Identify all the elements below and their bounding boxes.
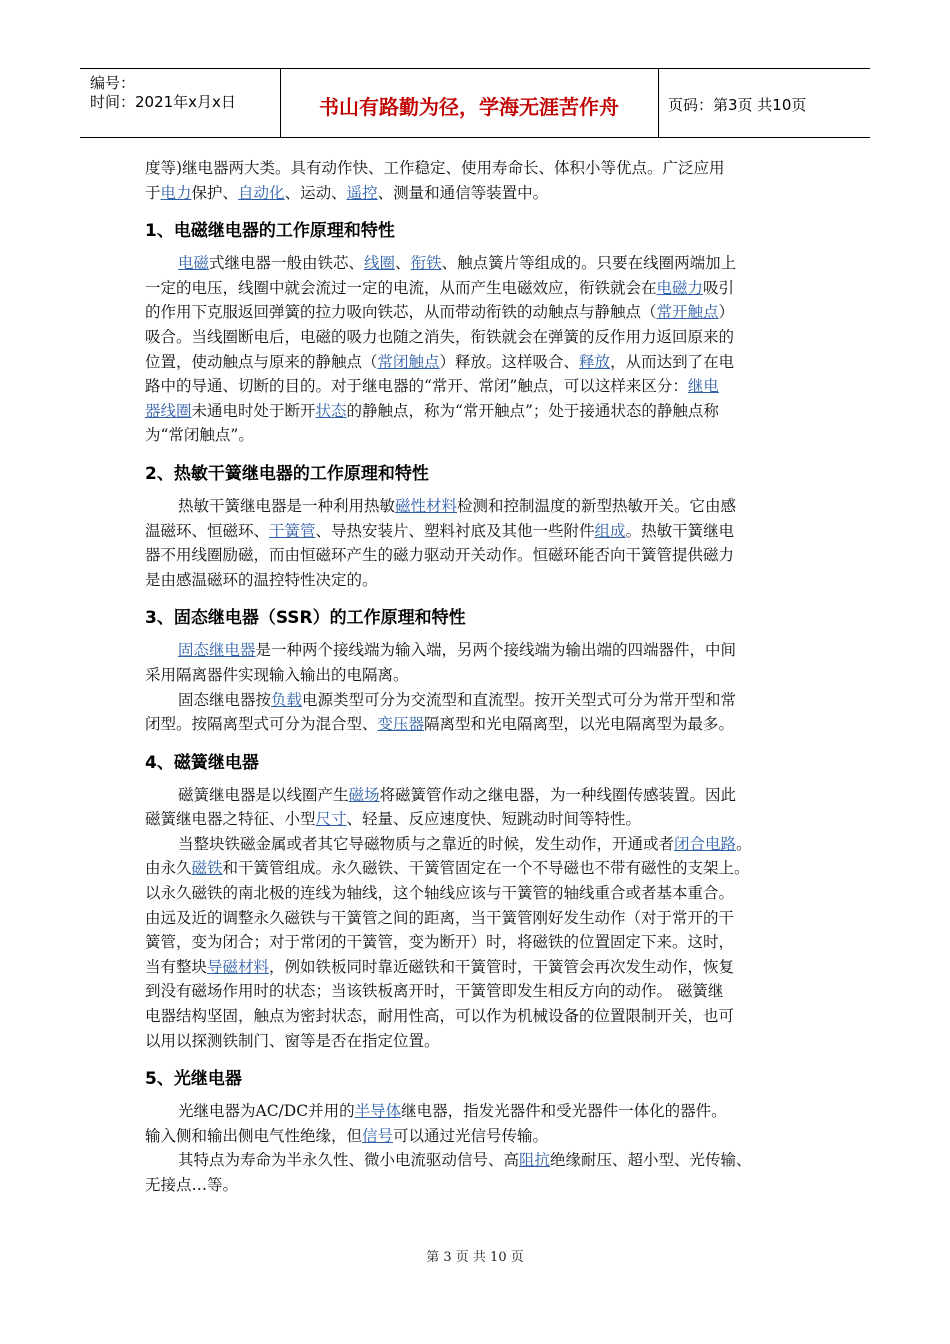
text-run: 器不用线圈励磁，而由恒磁环产生的磁力驱动开关动作。恒磁环能否向干簧管提供磁力 xyxy=(145,546,735,565)
doc-number-label: 编号： xyxy=(90,74,136,92)
text-line xyxy=(145,979,805,1004)
text-line xyxy=(145,325,805,350)
text-line xyxy=(145,543,805,568)
text-run: 温磁环、恒磁环、 xyxy=(145,521,270,540)
text-run: 检测和控制温度的新型热敏开关。它由感 xyxy=(457,496,737,515)
text-line xyxy=(145,1029,805,1054)
text-line xyxy=(145,350,805,375)
hyperlink[interactable]: 变压器 xyxy=(377,715,425,734)
text-run: 由远及近的调整永久磁铁与干簧管之间的距离，当干簧管刚好发生动作（对于常开的干 xyxy=(145,908,735,927)
hyperlink[interactable]: 导磁材料 xyxy=(207,957,270,976)
text-run: 到没有磁场作用时的状态；当该铁板离开时，干簧管即发生相反方向的动作。 磁簧继 xyxy=(145,982,724,1001)
text-line xyxy=(145,1124,805,1149)
text-run: 和干簧管组成。永久磁铁、干簧管固定在一个不导磁也不带有磁性的支架上。 xyxy=(222,859,750,878)
hyperlink[interactable]: 磁场 xyxy=(348,785,380,804)
text-run: 闭型。按隔离型式可分为混合型、 xyxy=(145,715,378,734)
text-line xyxy=(145,1173,805,1198)
text-run: 度等)继电器两大类。具有动作快、工作稳定、使用寿命长、体积小等优点。广泛应用 xyxy=(145,159,725,177)
text-run: 隔离型和光电隔离型，以光电隔离型为最多。 xyxy=(424,715,735,734)
text-run: 、触点簧片等组成的。只要在线圈两端加上 xyxy=(441,254,737,273)
text-run: 。 xyxy=(736,834,752,853)
text-run: 是一种两个接线端为输入端，另两个接线端为输出端的四端器件，中间 xyxy=(255,641,737,660)
hyperlink[interactable]: 继电 xyxy=(687,377,719,396)
document-body xyxy=(145,156,805,1198)
text-run: ，例如铁板同时靠近磁铁和干簧管时，干簧管会再次发生动作，恢复 xyxy=(269,957,735,976)
text-line xyxy=(145,688,805,713)
text-line xyxy=(145,156,805,181)
text-run: 由永久 xyxy=(145,859,192,878)
text-run: 继电器，指发光器件和受光器件一体化的器件。 xyxy=(401,1102,727,1121)
text-line xyxy=(145,1148,805,1173)
text-run: 无接点…等。 xyxy=(145,1176,239,1194)
header-page-number: 页码：第3页 共10页 xyxy=(668,96,807,114)
text-run: 绝缘耐压、超小型、光传输、 xyxy=(550,1151,752,1170)
text-run: 固态继电器按 xyxy=(178,690,272,709)
text-run: 为“常闭触点”。 xyxy=(145,426,254,445)
hyperlink[interactable]: 状态 xyxy=(315,401,347,420)
hyperlink[interactable]: 组成 xyxy=(594,521,626,540)
text-line xyxy=(145,832,805,857)
text-run: 路中的导通、切断的目的。对于继电器的“常开、常闭”触点，可以这样来区分： xyxy=(145,377,688,396)
text-run: 式继电器一般由铁芯、 xyxy=(209,254,365,273)
text-line xyxy=(145,423,805,448)
text-run: 光继电器为AC/DC并用的 xyxy=(178,1102,355,1121)
text-run: 于 xyxy=(145,183,161,202)
text-line xyxy=(145,276,805,301)
hyperlink[interactable]: 衔铁 xyxy=(410,254,442,273)
header-motto: 书山有路勤为径，学海无涯苦作舟 xyxy=(319,95,619,119)
text-run: 、轻量、反应速度快、短跳动时间等特性。 xyxy=(346,810,642,829)
text-line xyxy=(145,181,805,206)
text-run: 当整块铁磁金属或者其它导磁物质与之靠近的时候，发生动作，开通或者 xyxy=(178,834,675,853)
hyperlink[interactable]: 自动化 xyxy=(238,183,285,202)
text-run: 保护、 xyxy=(191,183,239,202)
text-run: 将磁簧管作动之继电器，为一种线圈传感装置。因此 xyxy=(379,785,737,804)
text-run: 当有整块 xyxy=(145,957,208,976)
text-run: 以用以探测铁制门、窗等是否在指定位置。 xyxy=(145,1031,440,1050)
text-line xyxy=(145,955,805,980)
section-heading: 5、光继电器 xyxy=(145,1069,242,1090)
hyperlink[interactable]: 常开触点 xyxy=(656,303,719,322)
text-run: 吸引 xyxy=(703,278,735,297)
hyperlink[interactable]: 遥控 xyxy=(346,183,378,202)
text-line xyxy=(145,300,805,325)
hyperlink[interactable]: 电磁 xyxy=(178,254,210,273)
text-run: ）释放。这样吸合、 xyxy=(439,352,580,371)
section-heading: 1、电磁继电器的工作原理和特性 xyxy=(145,221,395,242)
text-run: 可以通过光信号传输。 xyxy=(393,1126,549,1145)
text-run: 、 xyxy=(395,254,411,273)
hyperlink[interactable]: 半导体 xyxy=(354,1102,402,1121)
text-run: 采用隔离器件实现输入输出的电隔离。 xyxy=(145,665,409,684)
hyperlink[interactable]: 常闭触点 xyxy=(377,352,440,371)
text-line xyxy=(145,494,805,519)
text-run: 的静触点，称为“常开触点”；处于接通状态的静触点称 xyxy=(346,401,719,420)
hyperlink[interactable]: 电磁力 xyxy=(656,278,704,297)
hyperlink[interactable]: 器线圈 xyxy=(145,401,192,420)
text-run: 簧管，变为闭合；对于常闭的干簧管，变为断开）时，将磁铁的位置固定下来。这时， xyxy=(145,933,735,952)
text-line xyxy=(145,519,805,544)
text-line xyxy=(145,638,805,663)
text-run: 以永久磁铁的南北极的连线为轴线，这个轴线应该与干簧管的轴线重合或者基本重合。 xyxy=(145,884,735,903)
text-run: 。热敏干簧继电 xyxy=(625,521,735,540)
text-line xyxy=(145,807,805,832)
text-run: 磁簧继电器是以线圈产生 xyxy=(178,785,349,804)
text-run: 热敏干簧继电器是一种利用热敏 xyxy=(178,496,396,515)
text-run: 吸合。当线圈断电后，电磁的吸力也随之消失，衔铁就会在弹簧的反作用力返回原来的 xyxy=(145,327,735,346)
section-heading: 3、固态继电器（SSR）的工作原理和特性 xyxy=(145,608,466,629)
hyperlink[interactable]: 闭合电路 xyxy=(674,834,737,853)
hyperlink[interactable]: 尺寸 xyxy=(315,810,347,829)
header-divider xyxy=(658,69,659,137)
text-line xyxy=(145,881,805,906)
text-line xyxy=(145,251,805,276)
hyperlink[interactable]: 磁性材料 xyxy=(395,496,458,515)
section-heading: 4、磁簧继电器 xyxy=(145,752,259,773)
text-line xyxy=(145,1004,805,1029)
text-line xyxy=(145,930,805,955)
hyperlink[interactable]: 释放 xyxy=(579,352,611,371)
hyperlink[interactable]: 干簧管 xyxy=(269,521,316,540)
hyperlink[interactable]: 电力 xyxy=(160,183,192,202)
text-run: 、导热安装片、塑料衬底及其他一些附件 xyxy=(315,521,595,540)
text-run: 磁簧继电器之特征、小型 xyxy=(145,810,316,829)
text-run: 的作用下克服返回弹簧的拉力吸向铁芯，从而带动衔铁的动触点与静触点（ xyxy=(145,303,657,322)
text-run: 未通电时处于断开 xyxy=(191,401,316,420)
section-heading: 2、热敏干簧继电器的工作原理和特性 xyxy=(145,463,429,484)
hyperlink[interactable]: 线圈 xyxy=(364,254,396,273)
text-run: 电器结构坚固，触点为密封状态，耐用性高，可以作为机械设备的位置限制开关，也可 xyxy=(145,1007,735,1026)
text-run: 输入侧和输出侧电气性绝缘，但 xyxy=(145,1126,363,1145)
text-run: 位置，使动触点与原来的静触点（ xyxy=(145,352,378,371)
text-run: 是由感温磁环的温控特性决定的。 xyxy=(145,570,378,589)
hyperlink[interactable]: 阻抗 xyxy=(519,1151,551,1170)
text-line xyxy=(145,399,805,424)
text-run: ） xyxy=(718,303,735,322)
text-line xyxy=(145,783,805,808)
text-run: 其特点为寿命为半永久性、微小电流驱动信号、高 xyxy=(178,1151,520,1170)
text-run: 、运动、 xyxy=(284,183,347,202)
text-line xyxy=(145,663,805,688)
text-line xyxy=(145,1099,805,1124)
text-line xyxy=(145,568,805,593)
text-run: 一定的电压，线圈中就会流过一定的电流，从而产生电磁效应，衔铁就会在 xyxy=(145,278,657,297)
hyperlink[interactable]: 负载 xyxy=(271,690,303,709)
text-line xyxy=(145,856,805,881)
hyperlink[interactable]: 信号 xyxy=(362,1126,394,1145)
page-footer: 第 3 页 共 10 页 xyxy=(426,1250,524,1265)
hyperlink[interactable]: 磁铁 xyxy=(191,859,223,878)
text-run: 、测量和通信等装置中。 xyxy=(377,183,549,202)
hyperlink[interactable]: 固态继电器 xyxy=(178,641,256,660)
text-line xyxy=(145,374,805,399)
document-header xyxy=(80,68,870,138)
text-run: ，从而达到了在电 xyxy=(610,352,735,371)
text-run: 电源类型可分为交流型和直流型。按开关型式可分为常开型和常 xyxy=(302,690,737,709)
text-line xyxy=(145,906,805,931)
text-line xyxy=(145,712,805,737)
doc-date-label: 时间：2021年x月x日 xyxy=(90,93,236,111)
